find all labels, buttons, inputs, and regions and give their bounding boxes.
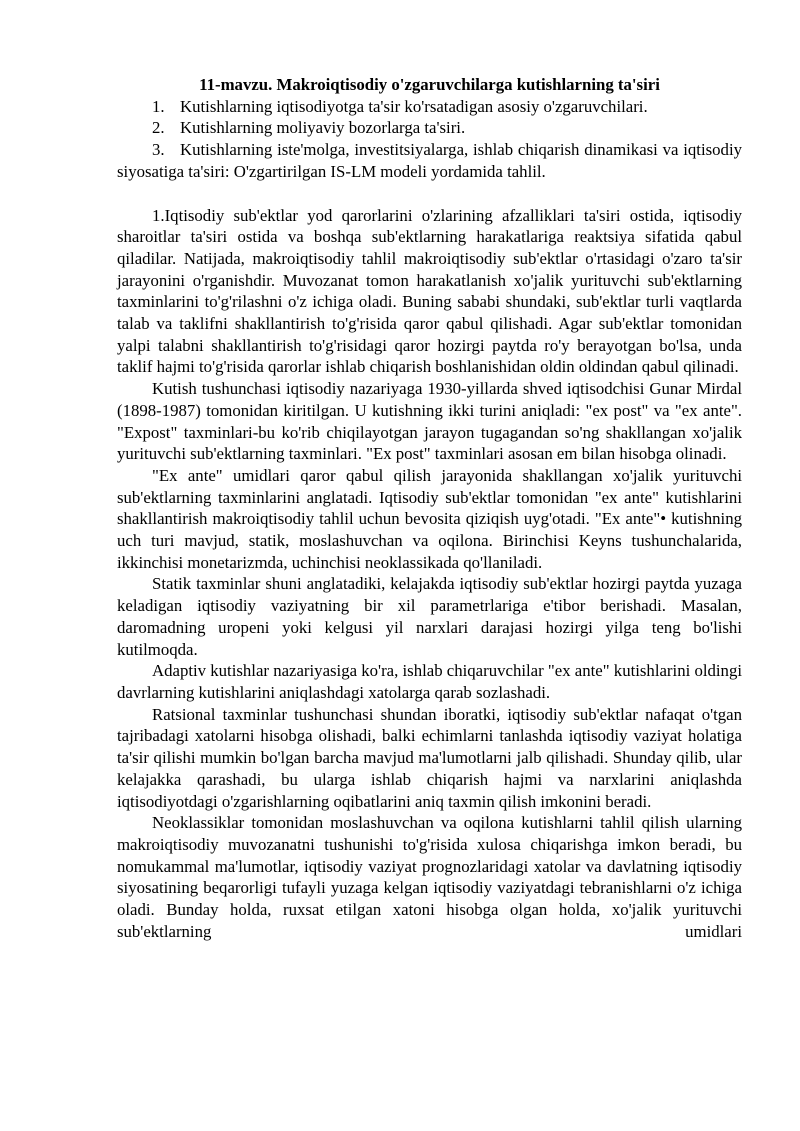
topic-list bbox=[117, 96, 742, 183]
body-paragraph: Neoklassiklar tomonidan moslashuvchan va oqilona kutishlarni tahlil qilish ularning makroiqtisodiy muvozanatni tushunishi to'g'risida xulosa chiqarishga imkon beradi, bu nomukammal ma'lumotlar, iqtisodiy vaziyat prognozlaridagi xatolar va davlatning iqtisodiy siyosatining beqarorligi tufayli yuzaga kelgan iqtisodiy vaziyatdagi tebranishlarni o'z ichiga oladi. Bunday holda, ruxsat etilgan xatoni hisobga olgan holda, xo'jalik yurituvchi sub'ektlarning umidlari bbox=[117, 813, 742, 941]
topic-item bbox=[117, 96, 742, 118]
body-paragraph: Adaptiv kutishlar nazariyasiga ko'ra, ishlab chiqaruvchilar "ex ante" kutishlarini oldingi davrlarning kutishlarini aniqlashdagi xatolarga qarab sozlashadi. bbox=[117, 661, 742, 702]
body-paragraph: "Ex ante" umidlari qaror qabul qilish jarayonida shakllangan xo'jalik yurituvchi sub'ektlarning taxminlarini anglatadi. Iqtisodiy sub'ektlar tomonidan "ex ante" kutishlarini shakllantirish makroiqtisodiy tahlil uchun bevosita qiziqish uyg'otadi. "Ex ante"• kutishning uch turi mavjud, statik, moslashuvchan va oqilona. Birinchisi Keyns tushunchalarida, ikkinchisi monetarizmda, uchinchisi neoklassikada qo'llaniladi. bbox=[117, 465, 742, 572]
topic-number: 2. bbox=[152, 118, 165, 138]
topic-number: 3. bbox=[152, 140, 165, 160]
page-title: 11-mavzu. Makroiqtisodiy o'zgaruvchilarga kutishlarning ta'siri bbox=[199, 75, 660, 94]
spacer bbox=[117, 183, 742, 205]
body-paragraph: 1.Iqtisodiy sub'ektlar yod qarorlarini o'zlarining afzalliklari ta'siri ostida, iqtisodiy sharoitlar ta'siri ostida va boshqa sub'ektlarning harakatlariga reaktsiya sifatida qabul qiladilar. Natijada, makroiqtisodiy tahlil makroiqtisodiy sub'ektlar o'rtasidagi o'zaro ta'sir jarayonini o'rganishdir. Muvozanat tomon harakatlanish xo'jalik yurituvchi sub'ektlarning taxminlarini to'g'rilashni o'z ichiga oladi. Buning sababi shundaki, sub'ektlar turli vaqtlarda talab va taklifni shakllantirish to'g'risida qaror qabul qilishadi. Agar sub'ektlar tomonidan yalpi talabni shakllantirish to'g'risidagi qaror hozirgi paytda ro'y berayotgan bo'lsa, unda taklif hajmi to'g'risida qarorlar ishlab chiqarish boshlanishidan oldin oldindan qabul qilinadi. bbox=[117, 205, 742, 377]
topic-text: Kutishlarning iste'molga, investitsiyalarga, ishlab chiqarish dinamikasi va iqtisodiy siyosatiga ta'siri: O'zgartirilgan IS-LM modeli yordamida tahlil. bbox=[117, 140, 742, 181]
topic-text: Kutishlarning iqtisodiyotga ta'sir ko'rsatadigan asosiy o'zgaruvchilari. bbox=[180, 96, 648, 116]
topic-number: 1. bbox=[152, 96, 165, 116]
body-paragraph: Statik taxminlar shuni anglatadiki, kelajakda iqtisodiy sub'ektlar hozirgi paytda yuzaga keladigan iqtisodiy vaziyatning bir xil parametrlariga e'tibor berishadi. Masalan, daromadning uropeni yoki kelgusi yil narxlari darajasi hozirgi yilga teng bo'lishi kutilmoqda. bbox=[117, 574, 742, 659]
body-paragraph: Ratsional taxminlar tushunchasi shundan iboratki, iqtisodiy sub'ektlar nafaqat o'tgan tajribadagi xatolarni hisobga olishadi, balki echimlarni tanlashda iqtisodiy vaziyat holatiga ta'sir qilishi mumkin bo'lgan barcha mavjud ma'lumotlarni jalb qilishadi. Shunday qilib, ular kelajakka qarashadi, bu ularga ishlab chiqarish hajmi va narxlarini aniqlashda iqtisodiyotdagi o'zgarishlarning oqibatlarini aniq taxmin qilish imkonini beradi. bbox=[117, 704, 742, 811]
topic-item bbox=[117, 117, 742, 139]
topic-item bbox=[117, 139, 742, 182]
body-paragraph: Kutish tushunchasi iqtisodiy nazariyaga 1930-yillarda shved iqtisodchisi Gunar Mirdal (1898-1987) tomonidan kiritilgan. U kutishning ikki turini aniqladi: "ex post" va "ex ante". "Expost" taxminlari-bu ko'rib chiqilayotgan jarayon tugagandan so'ng shakllangan xo'jalik yurituvchi sub'ektlarning taxminlari. "Ex post" taxminlari asosan em bilan hisobga olinadi. bbox=[117, 379, 742, 464]
topic-text: Kutishlarning moliyaviy bozorlarga ta'siri. bbox=[180, 118, 466, 138]
